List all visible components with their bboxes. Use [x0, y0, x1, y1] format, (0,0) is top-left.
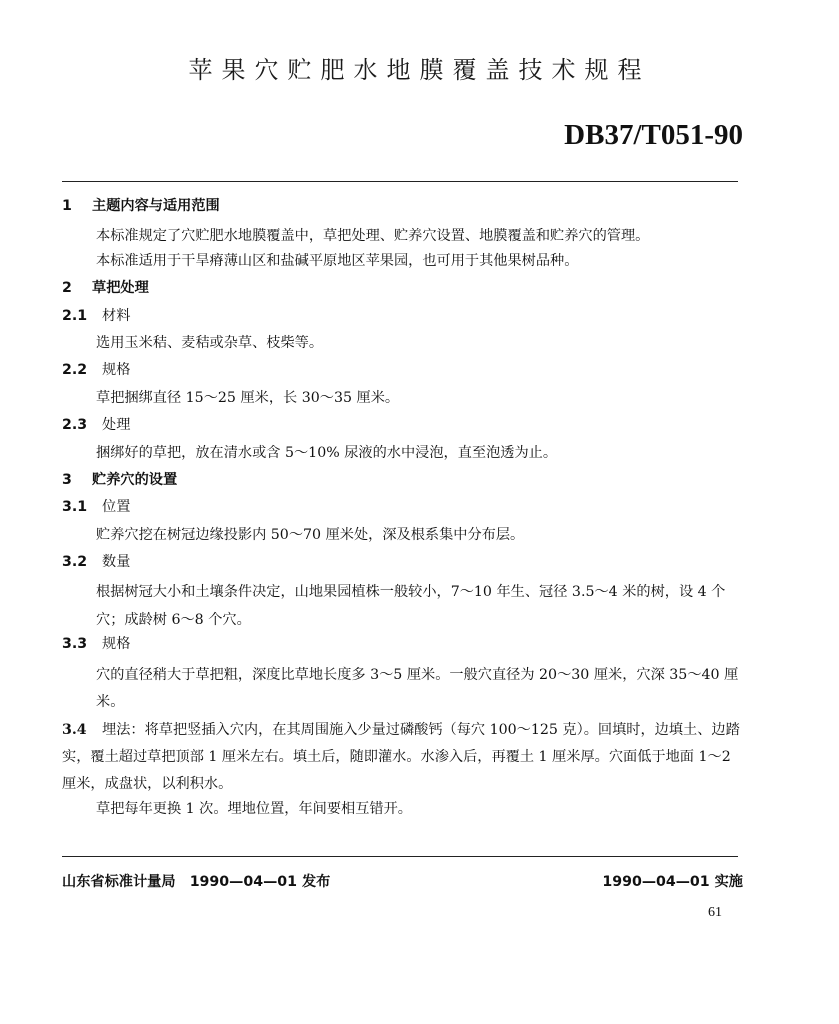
paragraph: 穴的直径稍大于草把粗，深度比草地长度多 3～5 厘米。一般穴直径为 20～30 厘米，穴深 35～40 厘米。	[96, 666, 739, 711]
effective-date: 1990—04—01 实施	[602, 874, 743, 890]
section-heading	[62, 196, 742, 223]
subsection-number: 2.3	[62, 417, 88, 434]
paragraph: 捆绑好的草把，放在清水或含 5～10% 尿液的水中浸泡，直至泡透为止。	[96, 444, 558, 461]
paragraph: 草把捆绑直径 15～25 厘米，长 30～35 厘米。	[96, 389, 400, 406]
subsection-heading	[62, 360, 742, 387]
section-heading	[62, 278, 742, 305]
paragraph: 本标准规定了穴贮肥水地膜覆盖中，草把处理、贮养穴设置、地膜覆盖和贮养穴的管理。	[96, 228, 650, 245]
paragraph: 选用玉米秸、麦秸或杂草、枝柴等。	[96, 334, 324, 351]
section-number: 3	[62, 471, 72, 488]
issue-info: 山东省标准计量局 1990—04—01 发布	[62, 874, 331, 890]
subsection-heading	[62, 497, 742, 524]
paragraph: 贮养穴挖在树冠边缘投影内 50～70 厘米处，深及根系集中分布层。	[96, 526, 525, 543]
paragraph: 根据树冠大小和土壤条件决定，山地果园植株一般较小，7～10 年生、冠径 3.5～4 米的树，设 4 个穴；成龄树 6～8 个穴。	[96, 584, 726, 628]
section-heading	[62, 470, 742, 497]
subsection-heading	[62, 552, 742, 579]
subsection-title: 数量	[102, 554, 131, 571]
section-title: 主题内容与适用范围	[92, 198, 220, 214]
subsection-heading	[62, 306, 742, 333]
section-number: 2	[62, 280, 72, 297]
subsection-title: 处理	[102, 417, 131, 434]
subsection-title: 规格	[102, 362, 131, 379]
subsection-number: 3.3	[62, 636, 88, 653]
subsection-title: 规格	[102, 636, 131, 653]
document-title: 苹果穴贮肥水地膜覆盖技术规程	[188, 56, 651, 84]
paragraph-text: 埋法：将草把竖插入穴内，在其周围施入少量过磷酸钙（每穴 100～125 克）。回填时，边填土、边踏实，覆土超过草把顶部 1 厘米左右。填土后，随即灌水。水渗入后，再覆土 1 厘米厚。穴面低于地面 1～2 厘米，成盘状，以利积水。	[62, 721, 740, 793]
page-number: 61	[708, 905, 722, 920]
paragraph: 草把每年更换 1 次。埋地位置，年间要相互错开。	[96, 800, 412, 817]
subsection-number: 3.2	[62, 554, 88, 571]
subsection-number: 2.1	[62, 307, 88, 324]
section-number: 1	[62, 198, 72, 214]
document-body	[62, 196, 742, 826]
subsection-number: 3.4	[62, 721, 87, 738]
paragraph	[62, 717, 742, 799]
paragraph: 本标准适用于干旱瘠薄山区和盐碱平原地区苹果园，也可用于其他果树品种。	[96, 252, 579, 269]
section-title: 贮养穴的设置	[92, 471, 178, 488]
bottom-divider	[62, 856, 738, 857]
subsection-number: 3.1	[62, 499, 88, 516]
section-title: 草把处理	[92, 280, 149, 297]
subsection-heading	[62, 415, 742, 442]
top-divider	[62, 181, 738, 182]
subsection-heading	[62, 634, 742, 661]
subsection-title: 位置	[102, 499, 131, 516]
subsection-title: 材料	[102, 307, 131, 324]
standard-number: DB37/T051-90	[564, 119, 743, 151]
subsection-number: 2.2	[62, 362, 88, 379]
